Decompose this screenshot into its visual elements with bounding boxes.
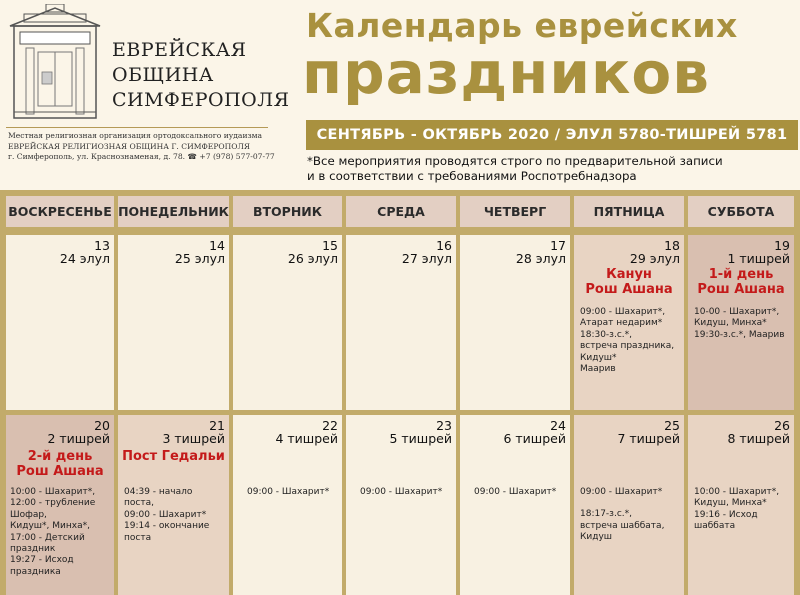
schedule-line: 09:00 - Шахарит* (360, 487, 443, 497)
schedule (124, 487, 209, 544)
schedule-line: Шофар, (10, 509, 47, 520)
hebrew-date: 2 тишрей (47, 431, 110, 446)
day-cell (574, 235, 684, 410)
schedule-line: Кидуш (580, 532, 613, 543)
schedule (580, 307, 674, 375)
hebrew-date: 6 тишрей (503, 431, 566, 446)
hebrew-date: 25 элул (174, 251, 225, 266)
gregorian-date: 13 (94, 238, 110, 253)
schedule-line: 10:00 - Шахарит*, (10, 487, 96, 497)
organization-detail-line: Местная религиозная организация ортодоксального иудаизма (8, 131, 263, 140)
holiday-name-line: Канун (606, 267, 652, 282)
schedule (694, 487, 779, 533)
gregorian-date: 25 (664, 418, 680, 433)
schedule-line: Кидуш* (580, 352, 617, 363)
schedule (10, 487, 95, 578)
hebrew-date: 26 элул (287, 251, 338, 266)
hebrew-date: 7 тишрей (617, 431, 680, 446)
notice-line: и в соответствии с требованиями Роспотребнадзора (307, 169, 637, 183)
schedule-line: 10-00 - Шахарит*, (694, 307, 780, 317)
hebrew-date: 1 тишрей (727, 251, 790, 266)
gregorian-date: 14 (209, 238, 225, 253)
gregorian-date: 20 (94, 418, 110, 433)
gregorian-date: 17 (550, 238, 566, 253)
day-cell (688, 235, 794, 410)
schedule-line: 18:30-з.с.*, (580, 329, 633, 340)
holiday-name-line: 2-й день (27, 449, 93, 464)
schedule-line: поста (124, 532, 152, 543)
schedule-line: 12:00 - трубление (10, 498, 96, 509)
hebrew-date: 8 тишрей (727, 431, 790, 446)
schedule-line: поста, (124, 498, 154, 509)
holiday-name-line: Пост Гедальи (122, 449, 225, 464)
gregorian-date: 16 (436, 238, 452, 253)
schedule-line: 19:16 - Исход (694, 509, 758, 520)
weekday-header: ПЯТНИЦА (574, 196, 684, 227)
gregorian-date: 26 (774, 418, 790, 433)
hebrew-date: 4 тишрей (275, 431, 338, 446)
weekday-header: СУББОТА (688, 196, 794, 227)
notice (307, 154, 723, 184)
weekday-header: ЧЕТВЕРГ (460, 196, 570, 227)
gregorian-date: 23 (436, 418, 452, 433)
header (0, 0, 800, 190)
schedule (474, 487, 556, 498)
day-cell (233, 235, 342, 410)
schedule-line: 19:30-з.с.*, Маарив (694, 329, 785, 340)
schedule-line: 09:00 - Шахарит* (580, 487, 663, 497)
day-cell (688, 415, 794, 595)
gregorian-date: 19 (774, 238, 790, 253)
organization-name (112, 38, 289, 113)
day-cell (346, 415, 456, 595)
holiday-name (574, 267, 684, 297)
hebrew-date: 3 тишрей (162, 431, 225, 446)
day-cell (460, 235, 570, 410)
schedule-line: 09:00 - Шахарит* (247, 487, 330, 497)
schedule-line: Кидуш, Минха* (694, 318, 767, 329)
schedule (694, 307, 785, 341)
day-cell (460, 415, 570, 595)
day-cell (574, 415, 684, 595)
holiday-name-line: 1-й день (708, 267, 774, 282)
schedule-line: встреча шаббата, (580, 520, 665, 531)
schedule-line: 09:00 - Шахарит* (474, 487, 557, 497)
schedule-line: Кидуш, Минха* (694, 498, 767, 509)
schedule-line: Атарат недарим* (580, 318, 663, 329)
gregorian-date: 22 (322, 418, 338, 433)
weekday-header: ПОНЕДЕЛЬНИК (118, 196, 229, 227)
schedule-line: 10:00 - Шахарит*, (694, 487, 780, 497)
day-cell (6, 235, 114, 410)
schedule-line: 19:27 - Исход (10, 555, 74, 566)
day-cell (118, 235, 229, 410)
schedule-line: 19:14 - окончание (124, 521, 210, 532)
schedule-line: 04:39 - начало (124, 487, 193, 497)
gregorian-date: 24 (550, 418, 566, 433)
schedule-line: Кидуш*, Минха*, (10, 521, 90, 532)
schedule-line: Маарив (580, 364, 616, 375)
hebrew-date: 5 тишрей (389, 431, 452, 446)
holiday-name-line: Рош Ашана (697, 282, 785, 297)
schedule-line: 09:00 - Шахарит*, (580, 307, 666, 317)
synagogue-logo-icon (6, 4, 104, 122)
hebrew-date: 27 элул (401, 251, 452, 266)
divider (6, 127, 268, 128)
gregorian-date: 21 (209, 418, 225, 433)
organization-details (8, 131, 275, 163)
holiday-name (6, 449, 114, 479)
holiday-name (118, 449, 229, 464)
organization-address: г. Симферополь, ул. Краснознаменая, д. 78. ☎ +7 (978) 577-07-77 (8, 152, 275, 162)
holiday-name-line: Рош Ашана (585, 282, 673, 297)
date-range-banner: СЕНТЯБРЬ - ОКТЯБРЬ 2020 / ЭЛУЛ 5780-ТИШРЕЙ 5781 (306, 120, 798, 150)
day-cell (346, 235, 456, 410)
hebrew-date: 29 элул (629, 251, 680, 266)
weekday-header: ВТОРНИК (233, 196, 342, 227)
day-cell (233, 415, 342, 595)
hebrew-date: 28 элул (515, 251, 566, 266)
schedule-line: 18:17-з.с.*, (580, 509, 633, 520)
weekday-header: ВОСКРЕСЕНЬЕ (6, 196, 114, 227)
schedule-line: шаббата (694, 521, 736, 532)
page-title: Календарь еврейских (306, 6, 738, 45)
schedule (580, 487, 664, 544)
organization-name-line: СИМФЕРОПОЛЯ (112, 89, 290, 111)
day-cell (118, 415, 229, 595)
organization-detail-line: ЕВРЕЙСКАЯ РЕЛИГИОЗНАЯ ОБЩИНА Г. СИМФЕРОПОЛЯ (8, 141, 250, 151)
schedule-line: 17:00 - Детский (10, 532, 85, 543)
notice-line: *Все мероприятия проводятся строго по предварительной записи (307, 154, 723, 168)
day-cell (6, 415, 114, 595)
schedule-line (580, 498, 664, 509)
schedule-line: праздник (10, 544, 56, 555)
organization-name-line: ЕВРЕЙСКАЯ (112, 39, 247, 61)
page-title-large: праздников (302, 39, 710, 107)
schedule-line: встреча праздника, (580, 341, 675, 352)
gregorian-date: 18 (664, 238, 680, 253)
schedule-line: 09:00 - Шахарит* (124, 509, 207, 520)
holiday-name (688, 267, 794, 297)
schedule (247, 487, 329, 498)
schedule-line: праздника (10, 566, 61, 577)
weekday-header: СРЕДА (346, 196, 456, 227)
schedule (360, 487, 442, 498)
holiday-name-line: Рош Ашана (16, 464, 104, 479)
hebrew-date: 24 элул (59, 251, 110, 266)
gregorian-date: 15 (322, 238, 338, 253)
organization-name-line: ОБЩИНА (112, 64, 214, 86)
